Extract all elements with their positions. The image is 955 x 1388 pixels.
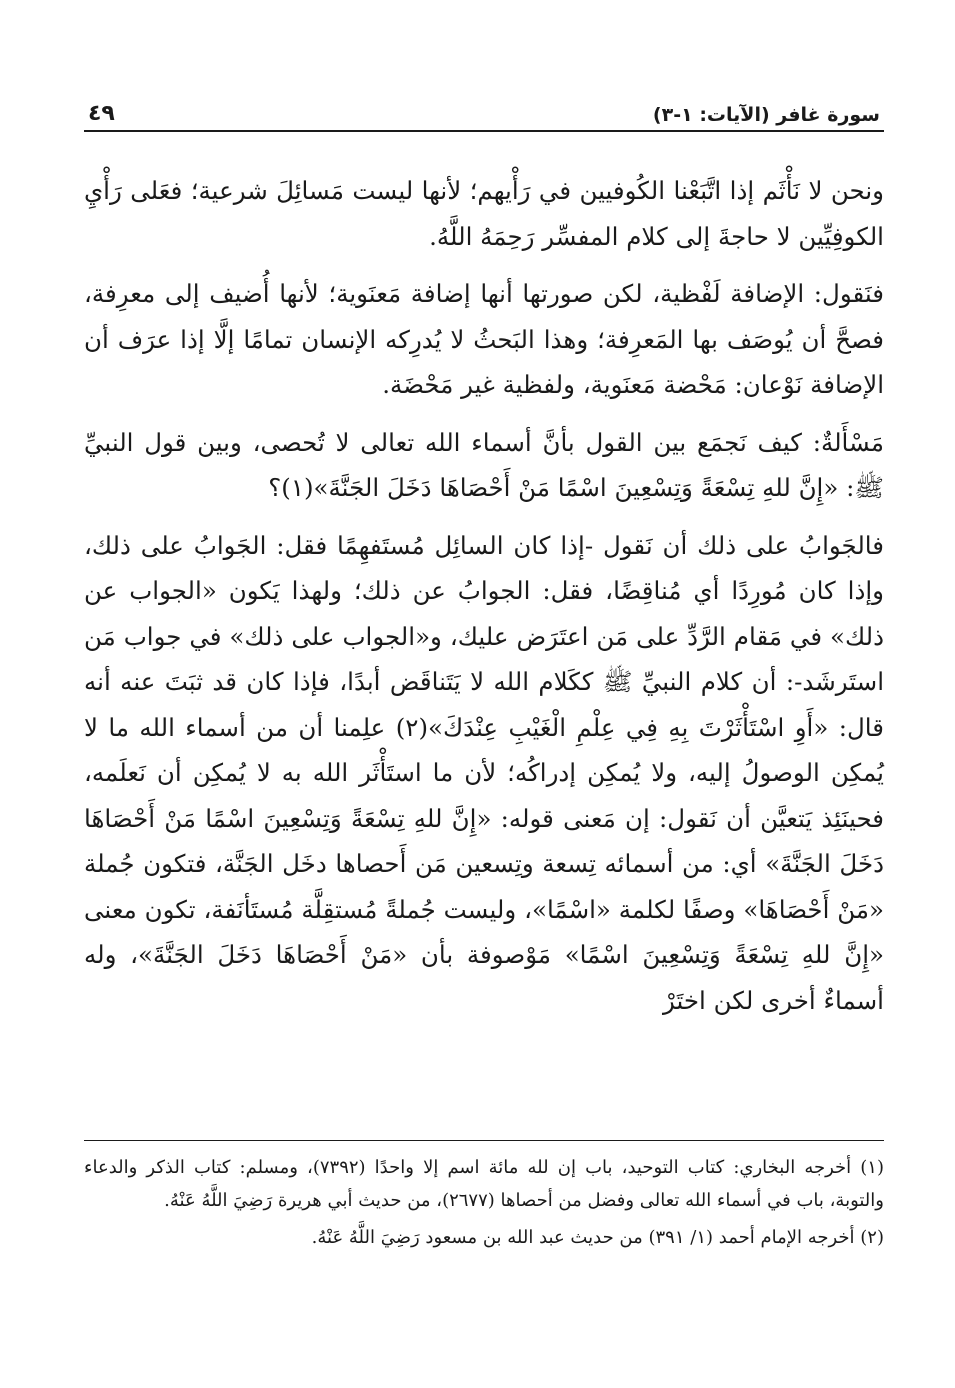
footnotes (84, 1140, 884, 1258)
running-header (84, 92, 884, 132)
paragraph: فالجَوابُ على ذلك أن نَقول -إذا كان السائِل مُستَفهِمًا فقل: الجَوابُ على ذلك، وإذا كان مُورِدًا أي مُناقِضًا، فقل: الجوابُ عن ذلك؛ ولهذا يَكون «الجواب عن ذلك» في مَقام الرَّدِّ على مَن اعتَرَض عليك، و«الجواب على ذلك» في جواب مَن استَرشَد-: أن كلام النبيِّ ﷺ ككَلام الله لا يَتَناقَض أبدًا، فإذا كان قد ثبَتَ عنه أنه قال: «أَوِ اسْتَأْثَرْتَ بِهِ فِي عِلْمِ الْغَيْبِ عِنْدَكَ»(٢) علِمنا أن من أسماء الله ما لا يُمكِن الوصولُ إليه، ولا يُمكِن إدراكُه؛ لأن ما استَأْثَر الله به لا يُمكِن أن نَعلَمه، فحينَئِذ يَتعيَّن أن نَقول: إن مَعنى قوله: «إِنَّ للهِ تِسْعَةً وَتِسْعِينَ اسْمًا مَنْ أَحْصَاهَا دَخَلَ الجَنَّةَ» أي: من أسمائه تِسعة وتِسعين مَن أَحصاها دخَل الجَنَّة، فتكون جُملة «مَنْ أَحْصَاهَا» وصفًا لكلمة «اسْمًا»، وليست جُملةً مُستقِلَّة مُستَأنَفة، تكون معنى «إِنَّ للهِ تِسْعَةً وَتِسْعِينَ اسْمًا» مَوْصوفة بأن «مَنْ أَحْصَاهَا دَخَلَ الجَنَّةَ»، وله أسماءٌ أخرى لكن اختَرْ (84, 530, 884, 1015)
footnote: (١) أخرجه البخاري: كتاب التوحيد، باب إن لله مائة اسم إلا واحدًا (٧٣٩٢)، ومسلم: كتاب الذكر والدعاء والتوبة، باب في أسماء الله تعالى وفضل من أحصاها (٢٦٧٧)، من حديث أبي هريرة رَضِيَ اللَّهُ عَنْهُ. (84, 1157, 884, 1211)
page-number: ٤٩ (88, 101, 115, 126)
paragraph: ونحن لا نَأْثَم إذا اتَّبَعْنا الكُوفيين في رَأْيهم؛ لأنها ليست مَسائِلَ شرعية؛ فعَلى رَأْيِ الكوفِيِّين لا حاجةَ إلى كلام المفسِّر رَحِمَهُ اللَّهُ. (84, 176, 884, 251)
paragraph: فنَقول: الإضافة لَفْظية، لكن صورتها أنها إضافة مَعنَوية؛ لأنها أُضيف إلى معرِفة، فصحَّ أن يُوصَف بها المَعرِفة؛ وهذا البَحثُ لا يُدرِكه الإنسان تمامًا إلَّا إذا عرَف أن الإضافة نَوْعان: مَحْضة مَعنَوية، ولفظية غير مَحْضَة. (84, 279, 884, 399)
footnote: (٢) أخرجه الإمام أحمد (١/ ٣٩١) من حديث عبد الله بن مسعود رَضِيَ اللَّهُ عَنْهُ. (311, 1227, 884, 1248)
surah-title: سورة غافر (الآيات: ١-٣) (652, 104, 880, 126)
main-text (84, 168, 884, 1023)
page (84, 92, 884, 1035)
paragraph: مَسْأَلةٌ: كيف نَجمَع بين القول بأنَّ أسماء الله تعالى لا تُحصى، وبين قول النبيِّ ﷺ: «إِنَّ للهِ تِسْعَةً وَتِسْعِينَ اسْمًا مَنْ أَحْصَاهَا دَخَلَ الجَنَّةَ»(١)؟ (84, 427, 884, 502)
